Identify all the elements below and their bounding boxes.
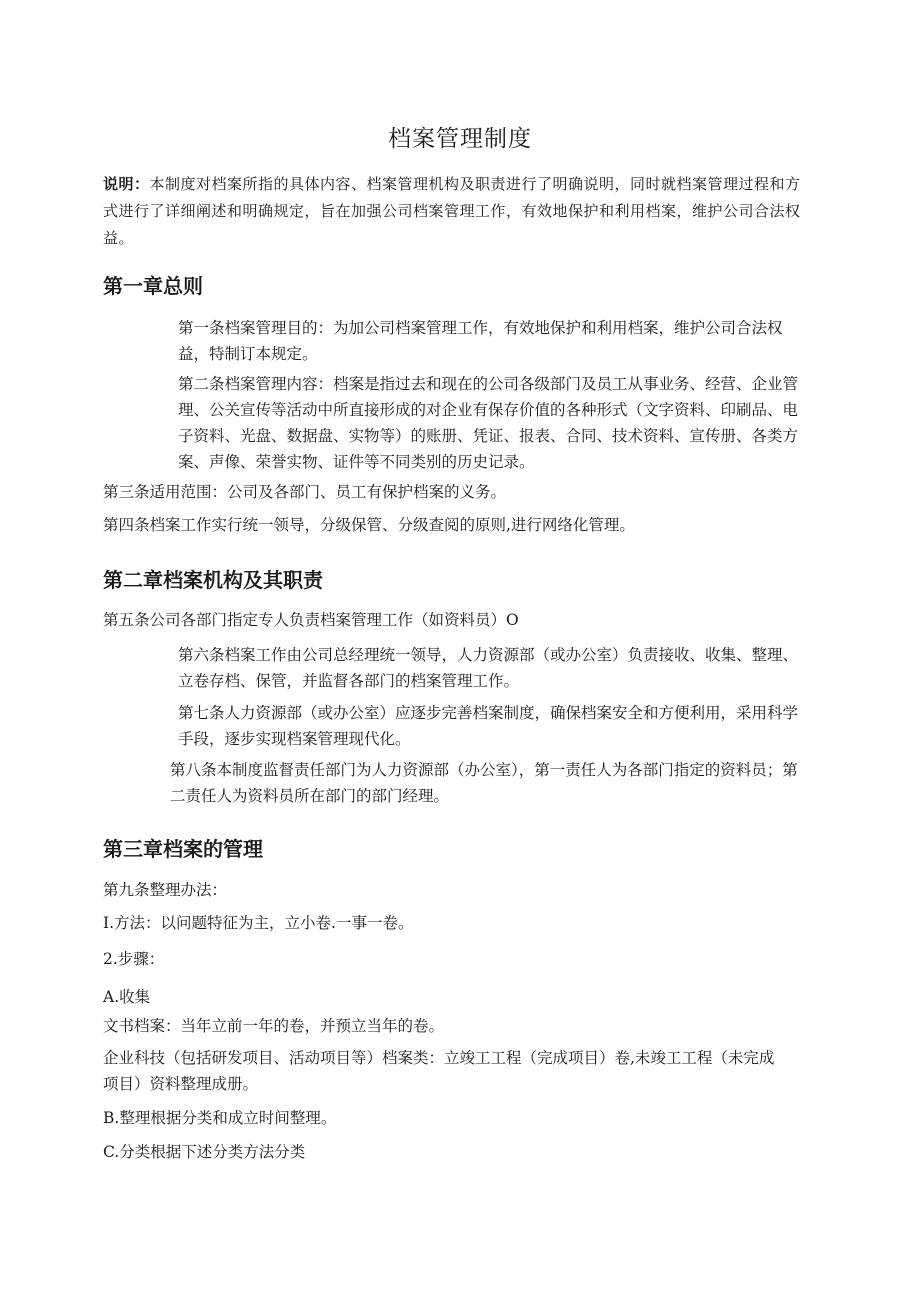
article-2: 第二条档案管理内容：档案是指过去和现在的公司各级部门及员工从事业务、经营、企业管理、公关宣传等活动中所直接形成的对企业有保存价值的各种形式（文字资料、印刷品、电子资料、光盘、数据盘、实物等）的账册、凭证、报表、合同、技术资料、宣传册、各类方案、声像、荣誉实物、证件等不同类别的历史记录。 xyxy=(178,375,799,471)
article-5: 第五条公司各部门指定专人负责档案管理工作（如资料员）O xyxy=(103,611,519,629)
article-1: 第一条档案管理目的：为加公司档案管理工作，有效地保护和利用档案，维护公司合法权益，特制订本规定。 xyxy=(178,319,783,363)
page-title: 档案管理制度 xyxy=(388,126,532,152)
chapter-1-heading: 第一章总则 xyxy=(103,274,203,298)
article-3: 第三条适用范围：公司及各部门、员工有保护档案的义务。 xyxy=(103,483,507,501)
article-6: 第六条档案工作由公司总经理统一领导，人力资源部（或办公室）负责接收、收集、整理、立卷存档、保管，并监督各部门的档案管理工作。 xyxy=(178,646,799,690)
note-label: 说明： xyxy=(103,175,150,193)
chapter-3-heading: 第三章档案的管理 xyxy=(103,837,263,861)
article-8: 第八条本制度监督责任部门为人力资源部（办公室），第一责任人为各部门指定的资料员；第二责任人为资料员所在部门的部门经理。 xyxy=(170,761,798,805)
article-4: 第四条档案工作实行统一领导，分级保管、分级查阅的原则,进行网络化管理。 xyxy=(103,516,635,534)
article-9: 第九条整理办法： xyxy=(103,881,228,899)
step-b: B.整理根据分类和成立时间整理。 xyxy=(103,1109,337,1127)
chapter-2-heading: 第二章档案机构及其职责 xyxy=(103,568,323,592)
step-c: C.分类根据下述分类方法分类 xyxy=(103,1143,306,1161)
note-text: 本制度对档案所指的具体内容、档案管理机构及职责进行了明确说明，同时就档案管理过程和方式进行了详细阐述和明确规定，旨在加强公司档案管理工作，有效地保护和利用档案，维护公司合法权益。 xyxy=(103,175,801,247)
article-7: 第七条人力资源部（或办公室）应逐步完善档案制度，确保档案安全和方便利用，采用科学手段，逐步实现档案管理现代化。 xyxy=(178,704,799,748)
doc-archive-line: 文书档案：当年立前一年的卷，并预立当年的卷。 xyxy=(103,1017,445,1035)
method-2: 2.步骤： xyxy=(103,950,165,968)
method-1: I.方法：以问题特征为主，立小卷.一事一卷。 xyxy=(103,914,414,932)
tech-archive-line: 企业科技（包括研发项目、活动项目等）档案类：立竣工工程（完成项目）卷,未竣工工程（未完成项目）资料整理成册。 xyxy=(103,1049,775,1093)
intro-note xyxy=(103,171,803,252)
step-a: A.收集 xyxy=(103,988,151,1006)
